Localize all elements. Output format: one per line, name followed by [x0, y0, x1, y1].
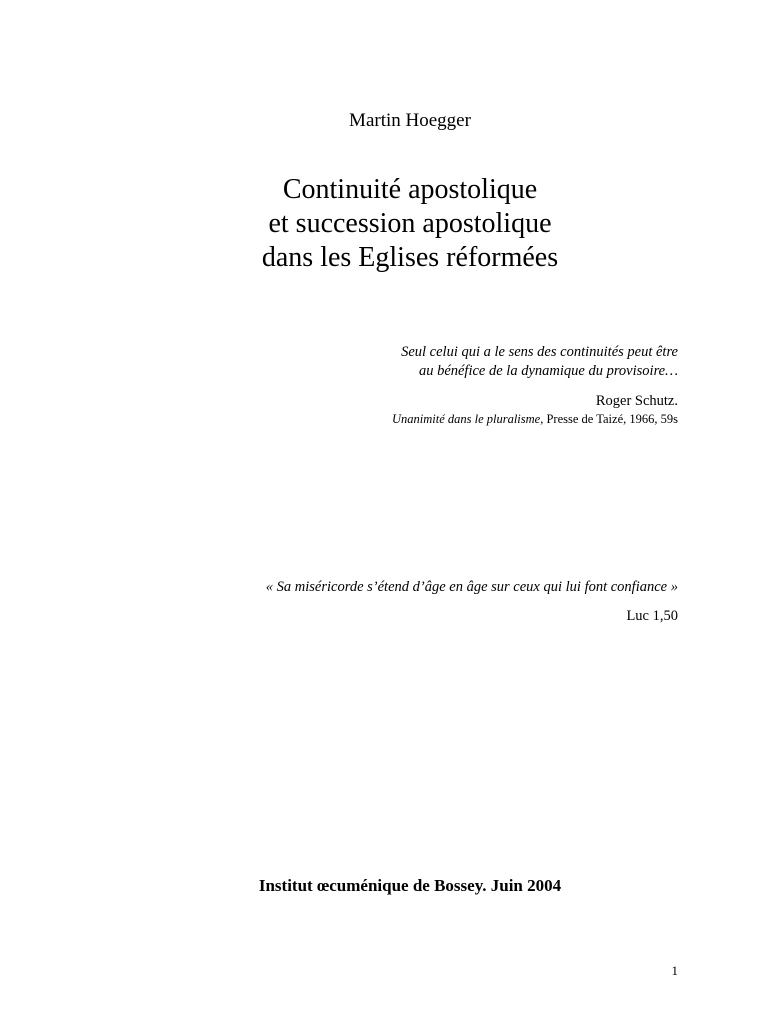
epigraph-source-publisher: Presse de Taizé, 1966, 59s — [546, 412, 678, 426]
epigraph-line-2: au bénéfice de la dynamique du provisoire… — [418, 363, 678, 379]
document-title — [0, 173, 770, 275]
epigraph-line-1: Seul celui qui a le sens des continuités peut être — [401, 344, 678, 360]
institution-footer: Institut œcuménique de Bossey. Juin 2004 — [258, 876, 562, 895]
verse-quotation — [158, 578, 678, 626]
epigraph-attribution: Roger Schutz. — [595, 393, 678, 409]
epigraph — [258, 343, 678, 427]
verse-text: « Sa miséricorde s’étend d’âge en âge sur ceux qui lui font confiance » — [265, 579, 678, 595]
page-number: 1 — [671, 963, 678, 978]
epigraph-source-title: Unanimité dans le pluralisme, — [391, 412, 544, 426]
epigraph-quote — [258, 343, 678, 381]
title-line-2: et succession apostolique — [268, 208, 552, 239]
author-name: Martin Hoegger — [349, 110, 471, 131]
title-line-3: dans les Eglises réformées — [261, 242, 559, 273]
epigraph-source — [258, 411, 678, 427]
title-line-1: Continuité apostolique — [282, 174, 538, 205]
verse-reference: Luc 1,50 — [626, 608, 678, 624]
